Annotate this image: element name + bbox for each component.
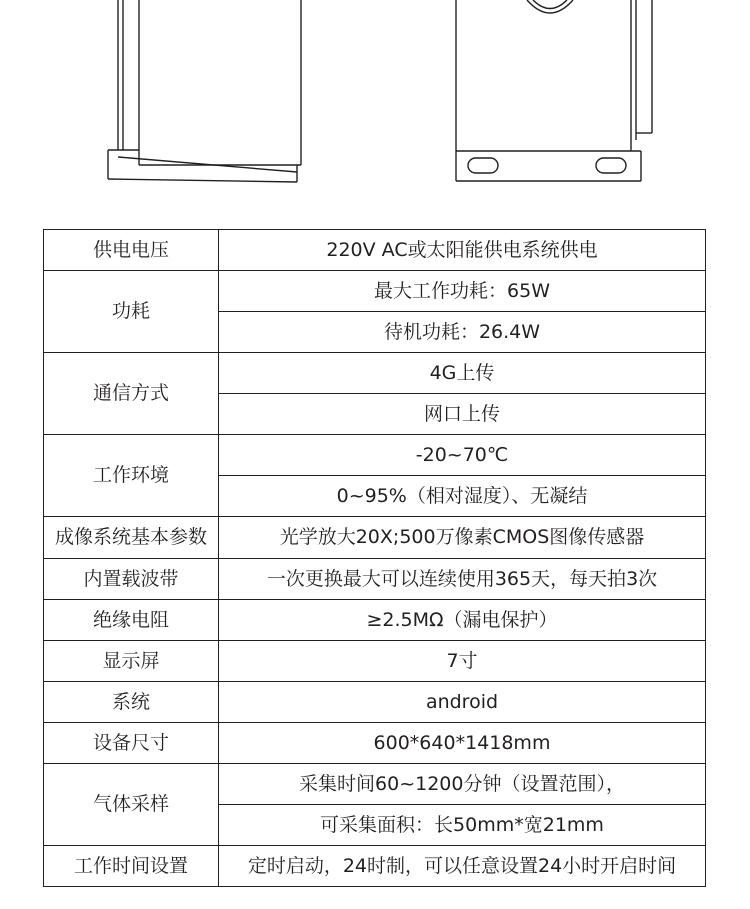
device-line-drawing bbox=[0, 0, 750, 200]
spec-table bbox=[43, 229, 706, 887]
row-label: 供电电压 bbox=[44, 230, 219, 271]
table-row bbox=[44, 764, 706, 805]
row-value: 4G上传 bbox=[219, 353, 706, 394]
table-row bbox=[44, 271, 706, 312]
table-row bbox=[44, 230, 706, 271]
row-label: 显示屏 bbox=[44, 641, 219, 682]
row-value: 定时启动，24时制，可以任意设置24小时开启时间 bbox=[219, 846, 706, 887]
row-value: 最大工作功耗：65W bbox=[219, 271, 706, 312]
row-value: 600*640*1418mm bbox=[219, 723, 706, 764]
table-row bbox=[44, 641, 706, 682]
device-front-view bbox=[456, 0, 652, 181]
table-row bbox=[44, 517, 706, 559]
device-side-view bbox=[108, 0, 301, 182]
row-label: 系统 bbox=[44, 682, 219, 723]
row-label: 气体采样 bbox=[44, 764, 219, 846]
row-label: 设备尺寸 bbox=[44, 723, 219, 764]
row-value: android bbox=[219, 682, 706, 723]
row-label: 内置载波带 bbox=[44, 559, 219, 600]
row-value: 光学放大20X;500万像素CMOS图像传感器 bbox=[219, 517, 706, 559]
row-label: 成像系统基本参数 bbox=[44, 517, 219, 559]
table-row bbox=[44, 559, 706, 600]
row-value: 0~95%（相对湿度）、无凝结 bbox=[219, 476, 706, 517]
row-label: 绝缘电阻 bbox=[44, 600, 219, 641]
row-label: 通信方式 bbox=[44, 353, 219, 435]
row-value: 220V AC或太阳能供电系统供电 bbox=[219, 230, 706, 271]
row-label: 工作时间设置 bbox=[44, 846, 219, 887]
table-row bbox=[44, 723, 706, 764]
table-row bbox=[44, 600, 706, 641]
row-value: ≥2.5MΩ（漏电保护） bbox=[219, 600, 706, 641]
row-value: 网口上传 bbox=[219, 394, 706, 435]
table-row bbox=[44, 846, 706, 887]
row-value: -20~70℃ bbox=[219, 435, 706, 476]
row-value: 待机功耗：26.4W bbox=[219, 312, 706, 353]
row-value: 可采集面积：长50mm*宽21mm bbox=[219, 805, 706, 846]
table-row bbox=[44, 435, 706, 476]
table-row bbox=[44, 353, 706, 394]
table-row bbox=[44, 682, 706, 723]
row-value: 采集时间60~1200分钟（设置范围）， bbox=[219, 764, 706, 805]
row-label: 功耗 bbox=[44, 271, 219, 353]
row-value: 一次更换最大可以连续使用365天，每天拍3次 bbox=[219, 559, 706, 600]
row-value: 7寸 bbox=[219, 641, 706, 682]
row-label: 工作环境 bbox=[44, 435, 219, 517]
